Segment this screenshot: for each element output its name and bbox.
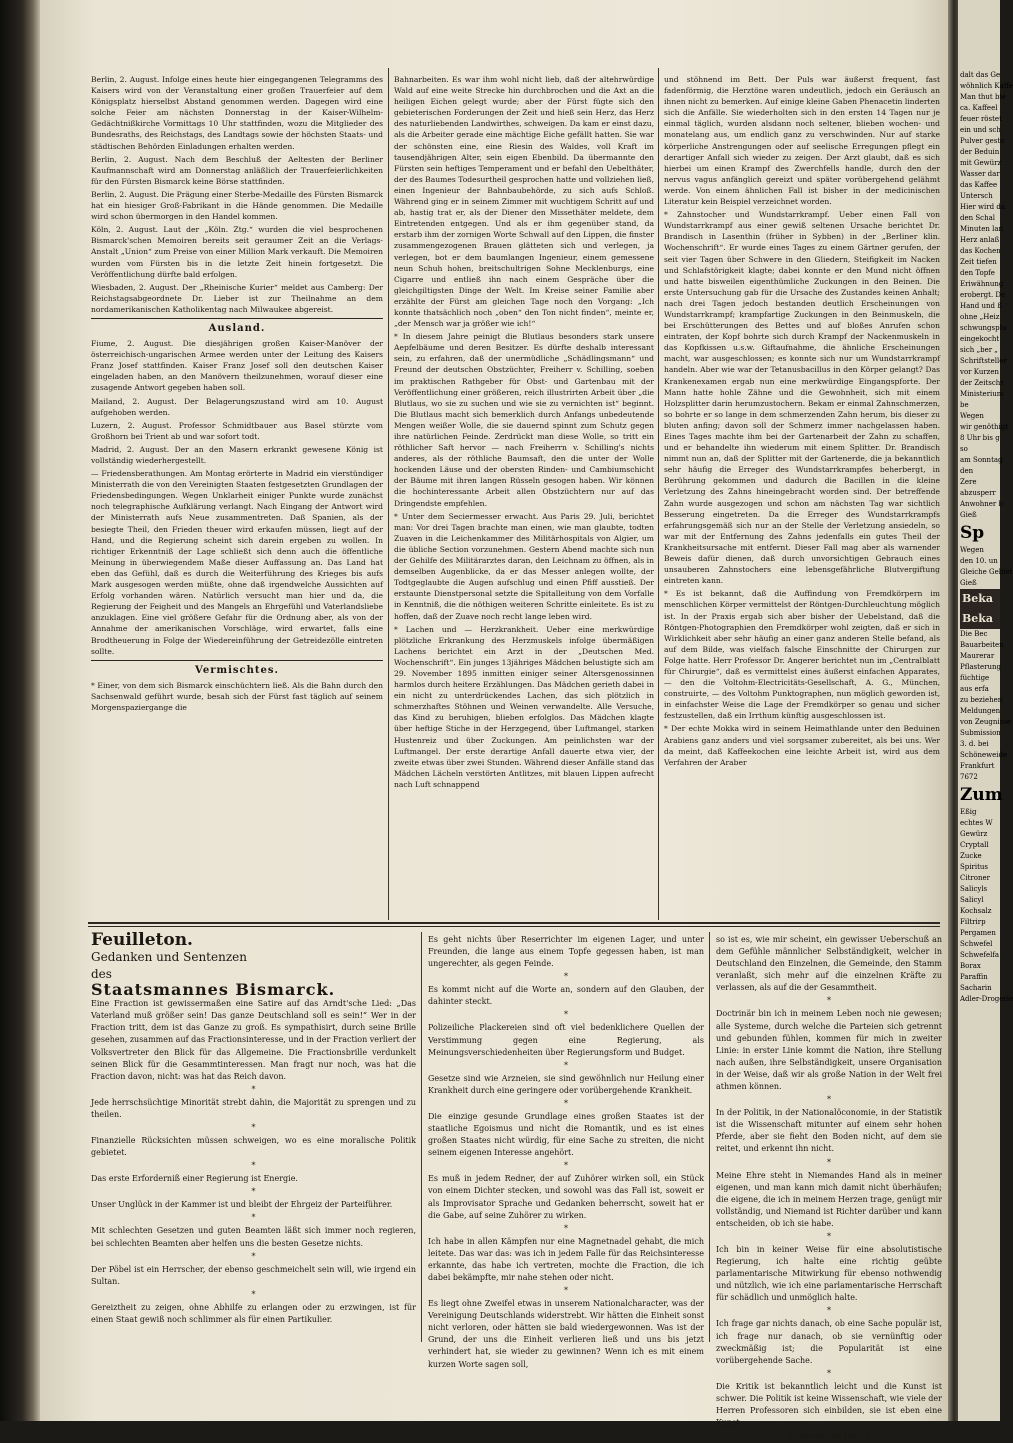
column-divider: [388, 68, 389, 920]
edge-fragment: Pergamen: [960, 929, 996, 937]
edge-fragment: vor Kurzen: [960, 368, 1000, 376]
edge-fragment: der Beduin: [960, 148, 1000, 156]
separator-star: *: [251, 1251, 256, 1261]
edge-fragment: Zum: [960, 785, 1003, 805]
separator-star: *: [564, 1010, 568, 1020]
edge-fragment: Gewürz: [960, 830, 988, 838]
edge-fragment: abzusperr: [960, 489, 996, 497]
aphorism: In der Politik, in der Nationalöconomie, in der Statistik ist die Wissenschaft mitunter auf einem sehr hohen Pferde, aber sie fieht den Boden nicht, auf dem sie reitet, und erkennt ihn nicht.: [716, 1108, 942, 1154]
column-divider: [658, 68, 659, 920]
edge-fragment: 3. d. bei: [960, 740, 989, 748]
news-item: * Zahnstocher und Wundstarrkrampf. Ueber einen Fall von Wundstarrkrampf aus einer gewiß seltenen Ursache berichtet Dr. Brandisch in Lasenthin (früher in Sybben) in der „Berliner klin. Wochenschrift“. Er wurde eines Tages zu einem Gärtner gerufen, der seit vier Tagen über Schwere in den Gliedern, Steifigkeit im Nacken und Schlafstörigkeit klagte; dabei konnte er den Mund nicht öffnen und hatte bisweilen eigenthümliche Zuckungen in den Beinen. Die erste Untersuchung gab für die Ursache des Zustandes keinen Anhalt; nach drei Tagen jedoch bestanden deutlich Erscheinungen von Wundstarrkrampf; krampfartige Zuckungen in den Beinmuskeln, die bei Erschütterungen des Bettes und auf bloßes Anrufen schon eintraten, der Kopf bohrte sich durch Krampf der Nackenmuskeln in das Kopfkissen u.s.w. Giftaufnahme, die ähnliche Erscheinungen macht, war ausgeschlossen; es konnte sich nur um Wundstarrkrampf handeln. Aber wie war der Tetanusbacillus in den Körper gelangt? Das Krankenexamen ergab nun eine merkwürdige Eingangspforte. Der Mann hatte hohle Zähne und die Gewohnheit, sich mit einem Holzsplitter darin herumzustochern. Bekam er einmal Zahnschmerzen, so bohrte er so lange in dem schmerzenden Zahn herum, bis dieser zu bluten anfing; davon soll der Schmerz immer nachgelassen haben. Eines Tages machte ihm bei der Gartenarbeit der Zahn zu schaffen, und er behandelte ihn wiederum mit einem Splitter. Dr. Brandisch nimmt nun an, daß der Splitter mit der Gartenerde, die ja bekanntlich sehr häufig die Erreger des Wundstarrkrampfes beherbergt, in Berührung gekommen und dadurch die Bacillen in die kleine Verletzung des Zahns hineingebracht worden sind. Der betreffende Zahn wurde ausgezogen und schon am nächsten Tag war sichtlich Besserung eingetreten. Da die Erreger des Wundstarrkrampfs erfahrungsgemäß sich nur an der Stelle der Verletzung ansiedeln, so war mit der Entfernung des Zahns jedenfalls ein gutes Theil der Krankheitsursache mit entfernt. Dieser Fall mag aber als warnender Beweis dafür dienen, daß durch unvorsichtigen Gebrauch eines unsauberen Zahnstochers eine lebensgefährliche Blutvergiftung eintreten kann.: [664, 210, 940, 586]
edge-fragment: Sp: [960, 523, 985, 543]
edge-fragment: Untersch: [960, 192, 993, 200]
continued-note: (Fortsetzung folgt.): [789, 1432, 869, 1442]
news-item: * Es ist bekannt, daß die Auffindung von Fremdkörpern im menschlichen Körper vermittelst der Röntgen-Durchleuchtung möglich ist. In der Praxis ergab sich aber bisher der Uebelstand, daß die Röntgen-Photographien den Fremdkörper wohl zeigten, daß er sich in Wirklichkeit aber sehr häufig an einer ganz anderen Stelle befand, als auf dem Bilde, was vielfach falsche Einschnitte der Chirurgen zur Folge hatte. Herr Professor Dr. Angerer berichtet nun im „Centralblatt für Chirurgie“, daß es vermittelst eines äußerst einfachen Apparates, — den die Voltohm-Electricitäts-Gesellschaft, A. G., München, construirte, — des Voltohm Punktographen, nun möglich geworden ist, in einfachster Weise die Lage der Fremdkörper so genau und sicher festzustellen, daß ein Irrthum künftig ausgeschlossen ist.: [664, 589, 940, 721]
edge-fragment: Gleiche Gebiet: [960, 568, 1013, 576]
edge-fragment: feuer röstet: [960, 115, 1002, 123]
edge-fragment: Herz anlaß: [960, 236, 1000, 244]
news-column-3: [664, 74, 940, 920]
edge-fragment: Meldungen: [960, 707, 1001, 715]
edge-fragment: Schriftsteller: [960, 357, 1007, 365]
edge-fragment: Kochsalz: [960, 907, 992, 915]
separator-star: *: [564, 1098, 568, 1108]
aphorism: Jede herrschsüchtige Minorität strebt dahin, die Majorität zu sprengen und zu theilen.: [91, 1097, 416, 1119]
edge-fragment: wöhnlich Kaffe: [960, 82, 1013, 90]
edge-fragment: der Zeitschr: [960, 379, 1004, 387]
separator-star: *: [827, 1231, 831, 1241]
edge-fragment: Sacharin: [960, 984, 992, 992]
news-item: Fiume, 2. August. Die diesjährigen großen Kaiser-Manöver der österreichisch-ungarischen Armee werden unter der Leitung des Kaisers Franz Josef stattfinden. Kaiser Franz Josef soll den deutschen Kaiser eingeladen haben, an den Manövern theilzunehmen, worauf dieser eine zusagende Antwort gegeben haben soll.: [91, 339, 383, 393]
feuilleton-column-1: [91, 930, 416, 1344]
edge-fragment: Spiritus: [960, 863, 989, 871]
edge-fragment: Zucke: [960, 852, 982, 860]
separator-star: *: [251, 1187, 256, 1197]
aphorism: Mit schlechten Gesetzen und guten Beamten läßt sich immer noch regieren, bei schlechten Beamten aber helfen uns die besten Gesetze nichts.: [91, 1226, 416, 1248]
news-item: — Friedensberathungen. Am Montag erörterte in Madrid ein vierstündiger Ministerrath die von den Vereinigten Staaten festgesetzten Grundlagen der Friedensbedingungen. Wegen Unklarheit einiger Punkte wurde zunächst noch telegraphische Aufklärung verlangt. Nach Eingang der Antwort wird der Ministerrath aufs Neue zusammentreten. Daß Spanien, als der besiegte Theil, den Frieden theuer wird erkaufen müssen, liegt auf der Hand, und die Regierung scheint sich darein ergeben zu wollen. In richtiger Erkenntniß der Lage schließt sich denn auch die öffentliche Meinung in überwiegendem Maße dieser Auffassung an. Das Land hat eben das Gefühl, daß es durch die Weiterführung des Krieges bis aufs Mark ausgesogen werden müßte, ohne daß irgendwelche Aussichten auf Erfolg vorhanden wären. Natürlich versucht man hier und da, die Regierung der Feigheit und des Mangels an Ehrgefühl und Vaterlandsliebe anzuklagen. Eine viel größere Gefahr für die Ordnung aber, als von der Annahme der amerikanischen Vorschläge, wird erwartet, falls eine Brodtheuerung in Folge der Wiedereinführung der Getreidezölle eintreten sollte.: [91, 469, 383, 656]
column-divider: [709, 932, 710, 1342]
edge-fragment: Hier wird da: [960, 203, 1005, 211]
edge-fragment: echtes W: [960, 819, 993, 827]
news-item: Madrid, 2. August. Der an den Masern erkrankt gewesene König ist vollständig wiederhergestellt.: [91, 444, 383, 465]
aphorism: Ich bin in keiner Weise für eine absolutistische Regierung, ich halte eine richtig geübte parlamentarische Mitwirkung für ebenso nothwendig und nützlich, wie ich eine parlamentarische Herrschaft für schädlich und unmöglich halte.: [716, 1244, 942, 1303]
edge-fragment: Eßig: [960, 808, 977, 816]
edge-fragment: schwungsplu: [960, 324, 1007, 332]
edge-fragment: Schöneweide: [960, 751, 1008, 759]
separator-star: *: [827, 1306, 831, 1316]
news-item: * In diesem Jahre peinigt die Blutlaus besonders stark unsere Aepfelbäume und deren Besitzer. Es dürfte deshalb interessant sein, zu erfahren, daß der unermüdliche „Schädlingsmann“ und Freund der deutschen Obstzüchter, Freiherr v. Schilling, soeben im praktischen Rathgeber für Obst- und Gartenbau mit der Veröffentlichung einer größeren, reich illustrirten Arbeit über „die Blutlaus, wo sie zu suchen und wie sie zu vernichten ist“ beginnt. Die Blutlaus macht sich bemerklich durch Anfangs unbedeutende Mengen weißer Wolle, die sie dauernd spinnt zum Schutz gegen ihre natürlichen Feinde. Zerdrückt man diese Wolle, so tritt ein röthlicher Saft hervor — nach Freiherrn v. Schilling's nichts anderes, als der röthliche Baumsaft, den die unter der Wolle hockenden Läuse und der obersten Rinden- und Cambiumschicht der Bäume mit ihren langen Rüsseln gesogen haben. Wir können die hochinteressante Arbeit allen Obstzüchtern nur auf das Dringendste empfehlen.: [394, 332, 654, 508]
news-column-2: [394, 74, 654, 920]
news-item: und stöhnend im Bett. Der Puls war äußerst frequent, fast fadenförmig, die Herztöne waren undeutlich, jedoch ein Geräusch an ihnen nicht zu bemerken. Auf einige kleine Gaben Phenacetin linderten sich die Anfälle. Sie wiederholten sich in den ersten 14 Tagen nur je einmal täglich, wurden alsdann noch seltener, blieben wochen- und monatelang aus, um endlich ganz zu verschwinden. Nur auf starke körperliche Anstrengungen oder auf seelische Erregungen pflegt ein derartiger Anfall sich wieder zu zeigen. Der Arzt glaubt, daß es sich hierbei um einen Krampf des Zwerchfells handle, durch den der nervus vagus anfänglich gereizt und später vorübergehend gelähmt werde. Von einem ähnlichen Fall ist bisher in der medicinischen Literatur kein Beispiel verzeichnet worden.: [664, 75, 940, 207]
aphorism: Der Pöbel ist ein Herrscher, der ebenso geschmeichelt sein will, wie irgend ein Sultan.: [91, 1264, 416, 1286]
section-rule: [91, 318, 383, 319]
aphorism: Es muß in jedem Redner, der auf Zuhörer wirken soll, ein Stück von einem Dichter stecken, und sowohl was das Fall ist, soweit er als Improvisator Sprache und Gedanken beherrscht, soweit hat er die Gabe, auf seine Zuhörer zu wirken.: [428, 1174, 704, 1220]
aphorism: Es geht nichts über Reserrichter im eigenen Lager, und unter Freunden, die lange aus einem Topfe gegessen haben, ist man ungerechter, als gegen Feinde.: [428, 935, 704, 969]
news-item: Bahnarbeiten. Es war ihm wohl nicht lieb, daß der altehrwürdige Wald auf eine weite Strecke hin durchbrochen und die Axt an die heiligen Eichen gelegt wurde; aber der Fürst fügte sich den gebieterischen Forderungen der Zeit und hieß sein Herz, das Herz des naturliebenden Landwirthes, schweigen. Da kam er einst dazu, als die Arbeiter gerade eine mächtige Eiche gefällt hatten. Sie war der schönsten eine, eine Riesin des Waldes, voll Kraft im tausendjährigen Alter, sein eigen Ebenbild. Da übermannte den Fürsten sein heftiges Temperament und er befahl den Uebelthäter, der des Baumes Todesurtheil gesprochen hatte und vollziehen ließ, einen Ingenieur der Bahnbaubehörde, zu sich aufs Schloß. Während ging er in seinem Zimmer mit wuchtigem Schritt auf und ab, hastig trat er, als der Diener den Missethäter meldete, dem Eintretenden entgegen. Und als er ihm gegenüber stand, da erstarb ihm der zornigen Worte Schwall auf den Lippen, die finster zusammengezogenen Brauen glätteten sich und verlegen, ja verlegen, bot er dem baumlangen Ingenieur, einem gemessene neun Schuh hohen, breitschultrigen Sohne Mecklenburgs, eine Cigarre und entließ ihn nach einem Gespräche über die gleichgiltigsten Dinge der Welt. Im Kreise seiner Familie aber erzählte der Fürst am gleichen Tage noch den Vorgang: „Ich konnte thatsächlich noch „oben“ den Ton nicht finden“, meinte er, „der Mensch war ja größer wie ich!“: [394, 75, 654, 329]
aphorism: Gesetze sind wie Arzneien, sie sind gewöhnlich nur Heilung einer Krankheit durch eine geringere oder vorübergehende Krankheit.: [428, 1073, 704, 1095]
aphorism: Unser Unglück in der Kammer ist und bleibt der Ehrgeiz der Parteiführer.: [91, 1200, 393, 1210]
edge-fragment: eingekocht: [960, 335, 1000, 343]
aphorism: Die einzige gesunde Grundlage eines großen Staates ist der staatliche Egoismus und nicht die Romantik, und es ist eines großen Staates nicht würdig, für eine Sache zu streiten, die nicht seinem eigenen Interesse angehört.: [428, 1111, 704, 1158]
separator-star: *: [251, 1161, 256, 1171]
edge-fragment: Pulver gesto: [960, 137, 1005, 145]
separator-star: *: [251, 1213, 256, 1223]
edge-fragment: Man thut bie: [960, 93, 1006, 101]
edge-fragment: so: [960, 445, 968, 453]
separator-star: *: [827, 996, 831, 1006]
edge-fragment: Zeit tiefen: [960, 258, 997, 266]
aphorism: Ich habe in allen Kämpfen nur eine Magnetnadel gehabt, die mich leitete. Das war das: was ich in jedem Falle für das Reichsinteresse erkannte, das habe ich vertreten, mochte die Fraction, die ich dabei bekämpfte, mir nahe stehen oder nicht.: [428, 1236, 704, 1282]
edge-fragment: dalt das Ge: [960, 71, 1001, 79]
feuilleton-label: Feuilleton.: [91, 930, 193, 950]
news-item: Köln, 2. August. Laut der „Köln. Ztg.“ wurden die viel besprochenen Bismarck'schen Memoiren bereits seit geraumer Zeit an die Verlags-Anstalt „Union“ zum Preise von einer Million Mark verkauft. Die Memoiren wurden vom Fürsten bis in die letzte Zeit hinein fortgesetzt. Die Veröffentlichung dürfte bald erfolgen.: [91, 225, 383, 279]
feuilleton-title: Staatsmannes Bismarck.: [91, 980, 336, 1000]
edge-fragment: Pflasterung: [960, 663, 1001, 671]
edge-fragment: ein und sch: [960, 126, 1001, 134]
page-gutter: [948, 0, 958, 1421]
aphorism: Meine Ehre steht in Niemandes Hand als in meiner eigenen, und man kann mich damit nicht überhäufen; die eigene, die ich in meinem Herzen trage, genügt mir vollständig, und Niemand ist Richter darüber und kann entscheiden, ob ich sie habe.: [716, 1170, 942, 1228]
feuilleton-subtitle: Gedanken und Sentenzen: [91, 950, 247, 965]
news-item: Berlin, 2. August. Nach dem Beschluß der Aeltesten der Berliner Kaufmannschaft wird am Donnerstag anläßlich der Trauerfeierlichkeiten für den Fürsten Bismarck keine Börse stattfinden.: [91, 154, 383, 186]
next-page-edge: [958, 0, 1013, 1421]
edge-fragment: Paraffin: [960, 973, 988, 981]
edge-fragment: das Kochen: [960, 247, 1001, 255]
news-item: * Unter dem Seciermesser erwacht. Aus Paris 29. Juli, berichtet man: Vor drei Tagen brachte man einen, wie man glaubte, todten Zuaven in die Leichenkammer des Militärhospitals von Algier, um die übliche Section vorzunehmen. Gestern Abend machte sich nun der Gehilfe des Militärarztes daran, den Leichnam zu öffnen, als in demselben Augenblicke, da er das Messer anlegen wollte, der Todtgeglaubte die Augen aufschlug und einen Pfiff ausstieß. Der erstaunte Dienstpersonal setzte die Spitalleitung von dem Vorfalle in Kenntniß, die die nöthigen weiteren Schritte einleitete. Es ist zu hoffen, daß der Zuave noch recht lange leben wird.: [394, 511, 654, 621]
edge-fragment: aus erfa: [960, 685, 989, 693]
edge-fragment: Schwefel: [960, 940, 993, 948]
aphorism: Doctrinär bin ich in meinem Leben noch nie gewesen; alle Systeme, durch welche die Parteien sich getrennt und gebunden fühlen, kommen für mich in zweiter Linie: in erster Linie kommt die Nation, ihre Stellung nach außen, ihre Selbständigkeit, unsere Organisation in der Weise, daß wir als große Nation in der Welt frei athmen können.: [716, 1009, 942, 1092]
edge-fragment: Eriwähnung: [960, 280, 1004, 288]
edge-fragment: Beka: [960, 589, 1000, 609]
news-item: Luzern, 2. August. Professor Schmidtbauer aus Basel stürzte vom Großhorn bei Trient ab und war sofort todt.: [91, 420, 383, 441]
aphorism: Finanzielle Rücksichten müssen schweigen, wo es eine moralische Politik gebietet.: [91, 1136, 416, 1158]
ausland-heading: Ausland.: [208, 322, 266, 334]
news-item: * Der echte Mokka wird in seinem Heimathlande unter den Beduinen Arabiens ganz anders und viel sorgsamer zubereitet, als bei uns. Wer da meint, daß Kaffeekochen eine leichte Arbeit ist, wird aus dem Verfahren der Araber: [664, 724, 940, 767]
news-item: Berlin, 2. August. Die Prägung einer Sterbe-Medaille des Fürsten Bismarck hat ein hiesiger Groß-Fabrikant in die Hände genommen. Die Medaille wird schon übermorgen in den Handel kommen.: [91, 189, 383, 222]
aphorism: Es kommt nicht auf die Worte an, sondern auf den Glauben, der dahinter steckt.: [428, 985, 704, 1007]
feuilleton-rule: [88, 922, 940, 924]
edge-fragment: 8 Uhr bis g: [960, 434, 1000, 442]
separator-star: *: [564, 972, 568, 982]
separator-star: *: [827, 1095, 831, 1105]
aphorism: Eine Fraction ist gewissermaßen eine Satire auf das Arndt'sche Lied: „Das Vaterland muß größer sein! Das ganze Deutschland soll es sein!“ Wer in der Fraction tritt, dem ist das Ganze zu groß. Es sympathisirt, durch seine Brille gesehen, zusammen auf das Fractionsinteresse, und in der Fraction verliert der Volksvertreter den Blick für das Allgemeine. Die Fractionsbrille verdunkelt seinen Blick für die Gesammtinteressen. Man fragt nur noch, was hat die Fraction davon, nicht: was hat das Reich davon.: [91, 999, 416, 1081]
news-item: Mailand, 2. August. Der Belagerungszustand wird am 10. August aufgehoben werden.: [91, 396, 383, 417]
aphorism: Das erste Erforderniß einer Regierung ist Energie.: [91, 1174, 298, 1184]
edge-fragment: Die Bec: [960, 630, 988, 638]
separator-star: *: [251, 1289, 256, 1299]
edge-fragment: Zere: [960, 478, 977, 486]
edge-fragment: den 10. un: [960, 557, 998, 565]
edge-fragment: zu beziehen: [960, 696, 1003, 704]
edge-fragment: füchtige: [960, 674, 990, 682]
edge-fragment: Wegen: [960, 412, 984, 420]
edge-fragment: mit Gewürz: [960, 159, 1002, 167]
separator-star: *: [564, 1223, 568, 1233]
feuilleton-subtitle: des: [91, 967, 112, 982]
aphorism: Polizeiliche Plackereien sind oft viel bedenklichere Quellen der Verstimmung gegen eine Regierung, als Meinungsverschiedenheiten über Regierungsform und Budget.: [428, 1023, 704, 1057]
separator-star: *: [564, 1286, 568, 1296]
separator-star: *: [827, 1157, 831, 1167]
edge-fragment: 7672: [960, 773, 978, 781]
separator-star: *: [827, 1368, 831, 1378]
aphorism: Die Kritik ist bekanntlich leicht und die Kunst ist schwer. Die Politik ist keine Wissenschaft, wie viele der Herren Professoren sich einbilden, sie ist eben eine Kunst.: [716, 1381, 942, 1428]
edge-fragment: Bauarbeiten: [960, 641, 1004, 649]
edge-fragment: ca. Kaffeel: [960, 104, 998, 112]
edge-fragment: Wegen: [960, 546, 984, 554]
aphorism: Es liegt ohne Zweifel etwas in unserem Nationalcharacter, was der Vereinigung Deutschlands widerstrebt. Wir hätten die Einheit sonst nicht verloren, oder hätten sie bald wiedergewonnen. Was ist der Grund, der uns die Einheit verlieren ließ und uns bis jetzt verhindert hat, sie wieder zu gewinnen? Wenn ich es mit einem kurzen Worte sagen soll,: [428, 1299, 704, 1369]
news-item: Berlin, 2. August. Infolge eines heute hier eingegangenen Telegramms des Kaisers wird von der Veranstaltung einer großen Trauerfeier auf dem Königsplatz hierselbst Abstand genommen werden. Dagegen wird eine solche Feier am nächsten Donnerstag in der Kaiser-Wilhelm-Gedächtnißkirche Vormittags 10 Uhr stattfinden, wozu die Mitglieder des Bundesraths, des Reichstags, des Landtags sowie der höchsten Staats- und städtischen Behörden Einladungen erhalten werden.: [91, 75, 383, 151]
edge-fragment: Cryptall: [960, 841, 989, 849]
edge-fragment: erobergt. De: [960, 291, 1006, 299]
feuilleton-column-2: [428, 934, 704, 1369]
vermischtes-heading: Vermischtes.: [195, 664, 279, 676]
edge-fragment: Gieß: [960, 579, 977, 587]
separator-star: *: [564, 1161, 568, 1171]
edge-fragment: Schwefelfa: [960, 951, 1000, 959]
next-page-fragments: [958, 0, 1013, 1005]
edge-fragment: Submission: [960, 729, 1001, 737]
edge-fragment: Borax: [960, 962, 981, 970]
edge-fragment: Filtrirp: [960, 918, 986, 926]
news-column-1: [91, 74, 383, 920]
book-binding: [0, 0, 40, 1421]
edge-fragment: Salicyl: [960, 896, 984, 904]
edge-fragment: Salicyls: [960, 885, 988, 893]
edge-fragment: Gieß: [960, 511, 977, 519]
aphorism: Ich frage gar nichts danach, ob eine Sache populär ist, ich frage nur danach, ob sie vernünftig oder zweckmäßig ist; die Popularität ist eine vorübergehende Sache.: [716, 1319, 942, 1365]
column-divider: [421, 932, 422, 1342]
edge-fragment: Anwohner b: [960, 500, 1003, 508]
aphorism: so ist es, wie mir scheint, ein gewisser Ueberschuß an dem Gefühle männlicher Selbständigkeit, welcher in Deutschland den Einzelnen, die Gemeinde, den Stamm veranlaßt, sich mehr auf die einzelnen Kräfte zu verlassen, als auf die der Gesammtheit.: [716, 935, 942, 993]
edge-fragment: be: [960, 401, 969, 409]
edge-fragment: den Topfe: [960, 269, 995, 277]
feuilleton-rule: [88, 926, 940, 927]
separator-star: *: [564, 1060, 568, 1070]
edge-fragment: Frankfurt: [960, 762, 995, 770]
edge-fragment: den Schal: [960, 214, 995, 222]
edge-fragment: von Zeugnisse: [960, 718, 1011, 726]
news-item: Wiesbaden, 2. August. Der „Rheinische Kurier“ meldet aus Camberg: Der Reichstagsabgeordnete Dr. Lieber ist zur Theilnahme an dem nordamerikanischen Katholikentag nach Milwaukee abgereist.: [91, 282, 383, 314]
edge-fragment: Citroner: [960, 874, 990, 882]
edge-fragment: am Sonntag: [960, 456, 1003, 464]
edge-fragment: sich „ber „: [960, 346, 998, 354]
news-item: * Lachen und — Herzkrankheit. Ueber eine merkwürdige plötzliche Erkrankung des Herzmuskels infolge übermäßigen Lachens berichtet ein Arzt in der „Deutschen Med. Wochenschrift“. Ein junges 13jähriges Mädchen belustigte sich am 29. November 1895 inmitten einiger seiner Altersgenossinnen harmlos durch heitere Erzählungen. Das Mädchen gerieth dabei in ein nicht zu unterdrückendes Lachen, das sich plötzlich in schmerzhaftes Stöhnen und Weinen verwandelte. Alle Versuche, das Kind zu beruhigen, blieben erfolglos. Das Mädchen klagte über heftige Stiche in der Herzgegend, über Luftmangel, starken Hustenreiz und über Zuckungen. Am peinlichsten war der Luftmangel. Der erste derartige Anfall dauerte etwa vier, der zweite etwas über zwei Stunden. Während dieser Anfälle stand das Mädchen Lächeln verstörten Antlitzes, mit blauen Lippen aufrecht nach Luft schnappend: [394, 624, 654, 789]
edge-fragment: Minuten lan: [960, 225, 1004, 233]
edge-fragment: Wasser dar: [960, 170, 1000, 178]
edge-fragment: ohne „Heiz: [960, 313, 1000, 321]
edge-fragment: Hand und ß: [960, 302, 1002, 310]
feuilleton-column-3: [716, 934, 942, 1442]
aphorism: Gereiztheit zu zeigen, ohne Abhilfe zu erlangen oder zu erzwingen, ist für einen Staat gewiß noch schlimmer als für einen Partikulier.: [91, 1302, 416, 1324]
edge-fragment: Ministerium: [960, 390, 1004, 398]
edge-fragment: das Kaffee: [960, 181, 998, 189]
edge-fragment: den: [960, 467, 974, 475]
separator-star: *: [251, 1084, 256, 1094]
news-item: * Einer, von dem sich Bismarck einschüchtern ließ. Als die Bahn durch den Sachsenwald geführt wurde, besah sich der Fürst fast täglich auf seinem Morgenspaziergange die: [91, 680, 383, 712]
edge-fragment: wir genöthigt: [960, 423, 1009, 431]
edge-fragment: Adler-Drogerie: [960, 995, 1013, 1003]
separator-star: *: [251, 1123, 256, 1133]
edge-fragment: Maurerar: [960, 652, 995, 660]
edge-fragment: Beka: [960, 609, 1000, 629]
section-rule: [91, 660, 383, 661]
